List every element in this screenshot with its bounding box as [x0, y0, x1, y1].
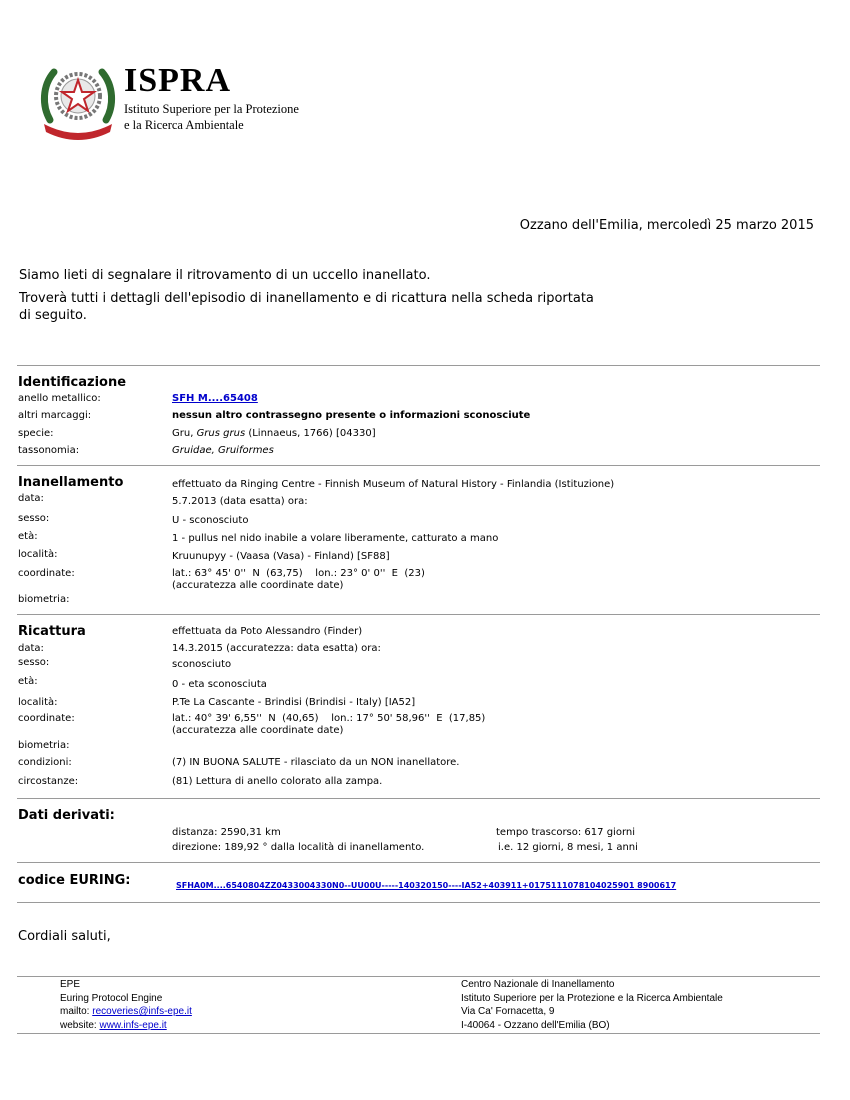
species-common: Gru,: [172, 428, 197, 439]
intro-line-2: Troverà tutti i dettagli dell'episodio di inanellamento e di ricattura nella scheda riportata: [19, 291, 594, 306]
footer-website: [60, 1020, 167, 1031]
republic-emblem-icon: [38, 58, 118, 142]
direction-value: direzione: 189,92 ° dalla località di inanellamento.: [172, 842, 425, 853]
species-latin: Grus grus: [196, 428, 246, 439]
footer-right-2: Istituto Superiore per la Protezione e la Ricerca Ambientale: [461, 993, 723, 1004]
recovery-date-label: data:: [18, 643, 44, 654]
recovery-age-value: 0 - eta sconosciuta: [172, 679, 267, 690]
section-title-derivati: Dati derivati:: [18, 808, 115, 823]
ring-label: anello metallico:: [18, 393, 101, 404]
logo-subtitle-2: e la Ricerca Ambientale: [124, 118, 244, 132]
distance-value: distanza: 2590,31 km: [172, 827, 281, 838]
footer-left-1: EPE: [60, 979, 81, 990]
recovery-circumstances-label: circostanze:: [18, 776, 79, 787]
section-title-inanellamento: Inanellamento: [18, 475, 124, 490]
recovery-biometry-label: biometria:: [18, 740, 70, 751]
recovery-coord-label: coordinate:: [18, 713, 75, 724]
recovery-date-value: 14.3.2015 (accuratezza: data esatta) ora:: [172, 643, 381, 654]
recovery-coord-note: (accuratezza alle coordinate date): [172, 725, 344, 736]
ringing-coord-label: coordinate:: [18, 568, 75, 579]
divider: [17, 862, 820, 863]
elapsed-breakdown-value: i.e. 12 giorni, 8 mesi, 1 anni: [498, 842, 638, 853]
ringing-date-label: data:: [18, 493, 44, 504]
other-marks-label: altri marcaggi:: [18, 410, 92, 421]
taxonomy-label: tassonomia:: [18, 445, 80, 456]
recovery-circumstances-value: (81) Lettura di anello colorato alla zampa.: [172, 776, 383, 787]
other-marks-value: nessun altro contrassegno presente o informazioni sconosciute: [172, 410, 531, 421]
divider: [17, 902, 820, 903]
divider: [17, 614, 820, 615]
ringing-age-value: 1 - pullus nel nido inabile a volare liberamente, catturato a mano: [172, 533, 499, 544]
logo-title: ISPRA: [124, 62, 232, 99]
logo-subtitle-1: Istituto Superiore per la Protezione: [124, 102, 299, 116]
recovery-locality-label: località:: [18, 697, 58, 708]
ringing-locality-label: località:: [18, 549, 58, 560]
ispra-logo: [38, 58, 318, 142]
recovery-by: effettuata da Poto Alessandro (Finder): [172, 626, 363, 637]
euring-code[interactable]: [176, 881, 676, 890]
section-title-euring: codice EURING:: [18, 873, 131, 888]
ringing-locality-value: Kruunupyy - (Vaasa (Vasa) - Finland) [SF88]: [172, 551, 390, 562]
ringing-sex-label: sesso:: [18, 513, 50, 524]
footer-right-4: I-40064 - Ozzano dell'Emilia (BO): [461, 1020, 610, 1031]
elapsed-time-value: tempo trascorso: 617 giorni: [496, 827, 635, 838]
recovery-sex-value: sconosciuto: [172, 659, 232, 670]
recovery-condition-label: condizioni:: [18, 757, 72, 768]
divider: [17, 365, 820, 366]
recovery-sex-label: sesso:: [18, 657, 50, 668]
section-title-identificazione: Identificazione: [18, 375, 127, 390]
ring-value[interactable]: [172, 393, 258, 404]
euring-code-link[interactable]: SFHA0M....6540804ZZ0433004330N0--UU00U-----140320150----IA52+403911+0175111078104025901 8900617: [176, 881, 677, 890]
intro-line-1: Siamo lieti di segnalare il ritrovamento di un uccello inanellato.: [19, 268, 431, 283]
ring-link[interactable]: SFH M....65408: [172, 393, 258, 404]
mailto-label: mailto:: [60, 1006, 93, 1017]
ringing-coord-value: lat.: 63° 45' 0'' N (63,75) lon.: 23° 0' 0'' E (23): [172, 568, 425, 579]
ringing-biometry-label: biometria:: [18, 594, 70, 605]
closing: Cordiali saluti,: [18, 929, 111, 944]
recovery-coord-value: lat.: 40° 39' 6,55'' N (40,65) lon.: 17° 50' 58,96'' E (17,85): [172, 713, 486, 724]
mailto-link[interactable]: recoveries@infs-epe.it: [92, 1006, 192, 1017]
species-author: (Linnaeus, 1766) [04330]: [245, 428, 376, 439]
intro-line-3: di seguito.: [19, 308, 87, 323]
taxonomy-value: Gruidae, Gruiformes: [172, 445, 274, 456]
footer-mailto: [60, 1006, 192, 1017]
footer-bottom-divider: [17, 1033, 820, 1034]
footer-right-1: Centro Nazionale di Inanellamento: [461, 979, 615, 990]
footer-divider: [17, 976, 820, 977]
ringing-age-label: età:: [18, 531, 38, 542]
recovery-locality-value: P.Te La Cascante - Brindisi (Brindisi - Italy) [IA52]: [172, 697, 416, 708]
species-label: specie:: [18, 428, 54, 439]
recovery-condition-value: (7) IN BUONA SALUTE - rilasciato da un NON inanellatore.: [172, 757, 460, 768]
ringing-date-value: 5.7.2013 (data esatta) ora:: [172, 496, 308, 507]
species-value: [172, 428, 376, 439]
website-label: website:: [60, 1020, 100, 1031]
website-link[interactable]: www.infs-epe.it: [99, 1020, 167, 1031]
divider: [17, 465, 820, 466]
section-title-ricattura: Ricattura: [18, 624, 86, 639]
ringing-sex-value: U - sconosciuto: [172, 515, 249, 526]
footer-right-3: Via Ca' Fornacetta, 9: [461, 1006, 555, 1017]
footer-left-2: Euring Protocol Engine: [60, 993, 163, 1004]
ringing-coord-note: (accuratezza alle coordinate date): [172, 580, 344, 591]
date-line: Ozzano dell'Emilia, mercoledì 25 marzo 2015: [519, 218, 814, 233]
divider: [17, 798, 820, 799]
recovery-age-label: età:: [18, 676, 38, 687]
ringing-by: effettuato da Ringing Centre - Finnish Museum of Natural History - Finlandia (Istituzione): [172, 479, 615, 490]
